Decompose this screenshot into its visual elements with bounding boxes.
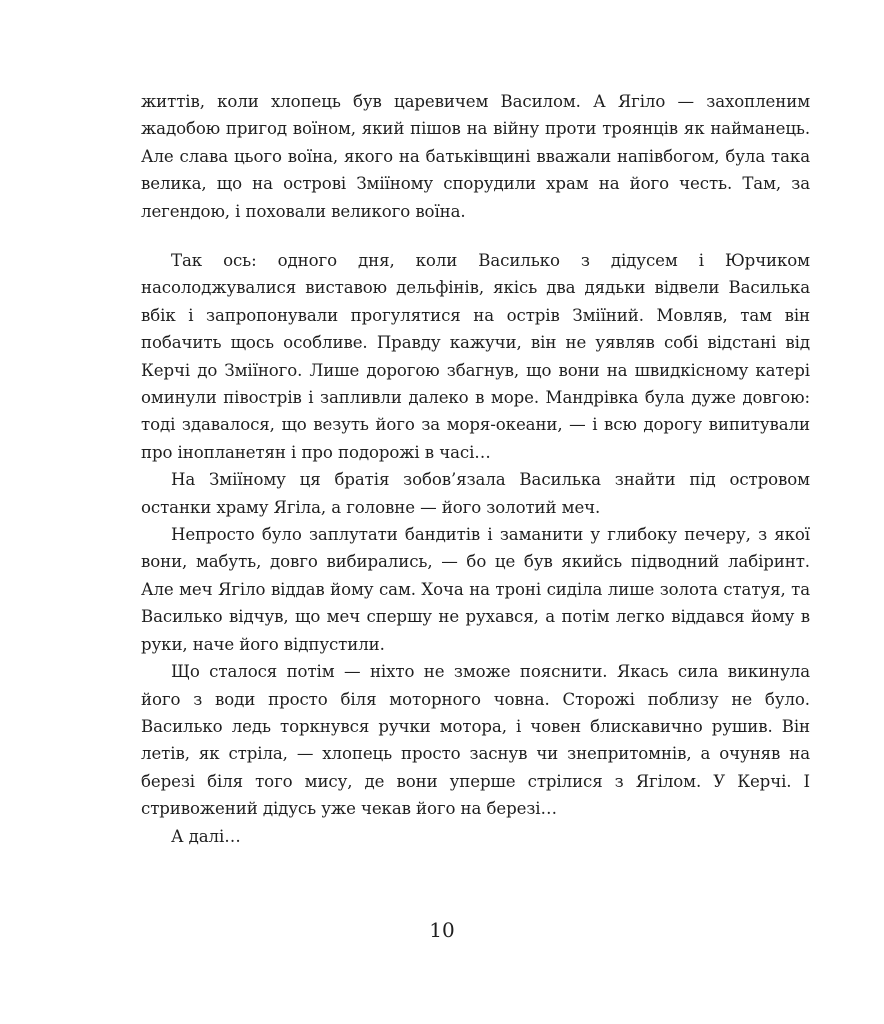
paragraph: На Зміїному ця братія зобов’язала Василька знайти під островом останки храму Ягіла, а головне — його золотий меч.: [141, 470, 810, 517]
paragraph: Що сталося потім — ніхто не зможе пояснити. Якась сила викинула його з води просто біля моторного човна. Сторожі поблизу не було. Василько ледь торкнувся ручки мотора, і човен блискавично рушив. Він летів, як стріла, — хлопець просто заснув чи знепритомнів, а очуняв на березі біля того мису, де вони уперше стрілися з Ягілом. У Керчі. І стривожений дідусь уже чекав його на березі…: [141, 662, 810, 819]
paragraph-final: А далі…: [171, 826, 241, 846]
text-block-top: [141, 88, 810, 225]
page-number: 10: [429, 918, 455, 942]
paragraph-continuation: життів, коли хлопець був царевичем Василом. А Ягіло — захопленим жадобою пригод воїном, який пішов на війну проти троянців як найманець. Але слава цього воїна, якого на батьківщині вважали напівбогом, була така велика, що на острові Зміїному спорудили храм на його честь. Там, за легендою, і поховали великого воїна.: [141, 92, 810, 221]
paragraph: Непросто було заплутати бандитів і заманити у глибоку печеру, з якої вони, мабуть, довго вибирались, — бо це був якийсь підводний лабіринт. Але меч Ягіло віддав йому сам. Хоча на троні сиділа лише золота статуя, та Василько відчув, що меч спершу не рухався, а потім легко віддався йому в руки, наче його відпустили.: [141, 525, 810, 654]
paragraph: Так ось: одного дня, коли Василько з дідусем і Юрчиком насолоджувалися виставою дельфінів, якісь два дядьки відвели Василька вбік і запропонували прогулятися на острів Зміїний. Мовляв, там він побачить щось особливе. Правду кажучи, він не уявляв собі відстані від Керчі до Зміїного. Лише дорогою збагнув, що вони на швидкісному катері оминули півострів і запливли далеко в море. Мандрівка була дуже довгою: тоді здавалося, що везуть його за моря-океани, — і всю дорогу випитували про інопланетян і про подорожі в часі…: [141, 251, 810, 462]
text-block-main: [141, 247, 810, 850]
